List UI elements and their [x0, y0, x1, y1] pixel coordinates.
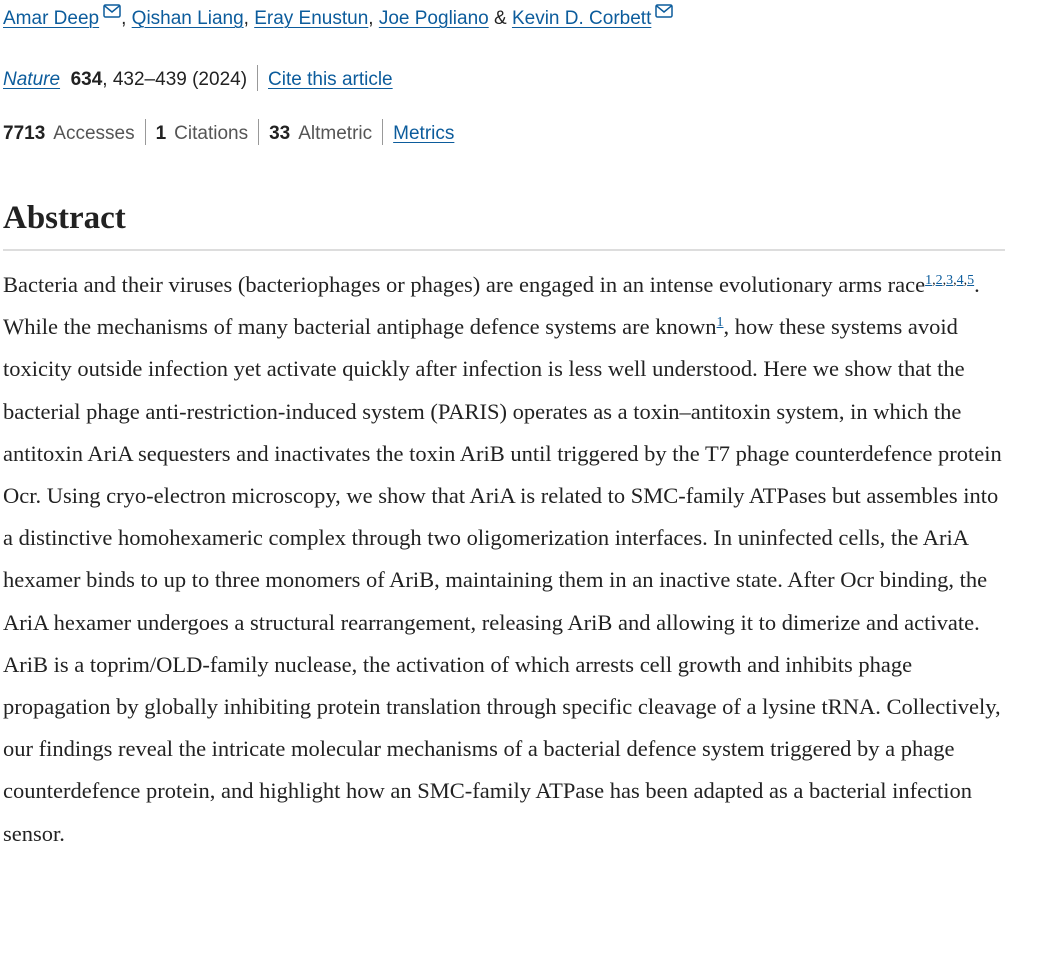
author-link-kevin-corbett[interactable]: Kevin D. Corbett: [511, 8, 652, 29]
abstract-heading: Abstract: [3, 200, 126, 236]
reference-group: 1,2,3,4,5: [925, 273, 975, 288]
volume-number: 634: [70, 69, 103, 90]
reference-link-4[interactable]: 4: [956, 273, 964, 288]
altmetric-count: 33: [269, 123, 291, 144]
reference-link-5[interactable]: 5: [967, 273, 975, 288]
author-separator: ,: [368, 8, 379, 29]
accesses-label: Accesses: [53, 123, 135, 144]
cite-article-link[interactable]: Cite this article: [268, 69, 393, 90]
citation-line: [3, 66, 393, 94]
divider: [382, 119, 383, 145]
divider: [257, 65, 258, 91]
altmetric-label: Altmetric: [298, 123, 373, 144]
author-link-joe-pogliano[interactable]: Joe Pogliano: [378, 8, 489, 29]
reference-link-1[interactable]: 1: [716, 315, 724, 331]
abstract-text: [3, 264, 1013, 855]
journal-link[interactable]: Nature: [3, 69, 61, 90]
author-separator: ,: [121, 8, 132, 29]
author-link-qishan-liang[interactable]: Qishan Liang: [131, 8, 244, 29]
reference-link-1[interactable]: 1: [925, 273, 933, 288]
author-separator: &: [488, 8, 512, 29]
metrics-link[interactable]: Metrics: [393, 123, 455, 144]
abstract-text-part: . While the mechanisms of many bacterial antiphage defence systems are known: [3, 272, 980, 340]
author-separator: ,: [243, 8, 255, 29]
reference-link-3[interactable]: 3: [946, 273, 954, 288]
author-link-eray-enustun[interactable]: Eray Enustun: [254, 8, 369, 29]
article-metrics: [3, 120, 454, 148]
divider: [258, 119, 259, 145]
citations-count: 1: [155, 123, 167, 144]
reference-link-2[interactable]: 2: [935, 273, 943, 288]
pages-year: , 432–439 (2024): [102, 69, 248, 90]
abstract-text-part: Bacteria and their viruses (bacteriophages or phages) are engaged in an intense evolutionary arms race: [3, 272, 926, 297]
accesses-count: 7713: [3, 123, 46, 144]
author-link-amar-deep[interactable]: Amar Deep: [3, 8, 100, 29]
divider: [145, 119, 146, 145]
reference-group: [717, 315, 724, 330]
abstract-text-part: , how these systems avoid toxicity outside infection yet activate quickly after infection is less well understood. Here we show that the bacterial phage anti-restriction-induced system (PARIS) operates as a toxin–antitoxin system, in which the antitoxin AriA sequesters and inactivates the toxin AriB until triggered by the T7 phage counterdefence protein Ocr. Using cryo-electron microscopy, we show that AriA is related to SMC-family ATPases but assembles into a distinctive homohexameric complex through two oligomerization interfaces. In uninfected cells, the AriA hexamer binds to up to three monomers of AriB, maintaining them in an inactive state. After Ocr binding, the AriA hexamer undergoes a structural rearrangement, releasing AriB and allowing it to dimerize and activate. AriB is a toprim/OLD-family nuclease, the activation of which arrests cell growth and inhibits phage propagation by globally inhibiting protein translation through specific cleavage of a lysine tRNA. Collectively, our findings reveal the intricate molecular mechanisms of a bacterial defence system triggered by a phage counterdefence protein, and highlight how an SMC-family ATPase has been adapted as a bacterial infection sensor.: [3, 314, 1002, 846]
author-list: [3, 4, 673, 33]
citations-label: Citations: [174, 123, 249, 144]
mail-icon[interactable]: [655, 4, 673, 18]
section-divider: [3, 249, 1005, 251]
mail-icon[interactable]: [103, 4, 121, 18]
